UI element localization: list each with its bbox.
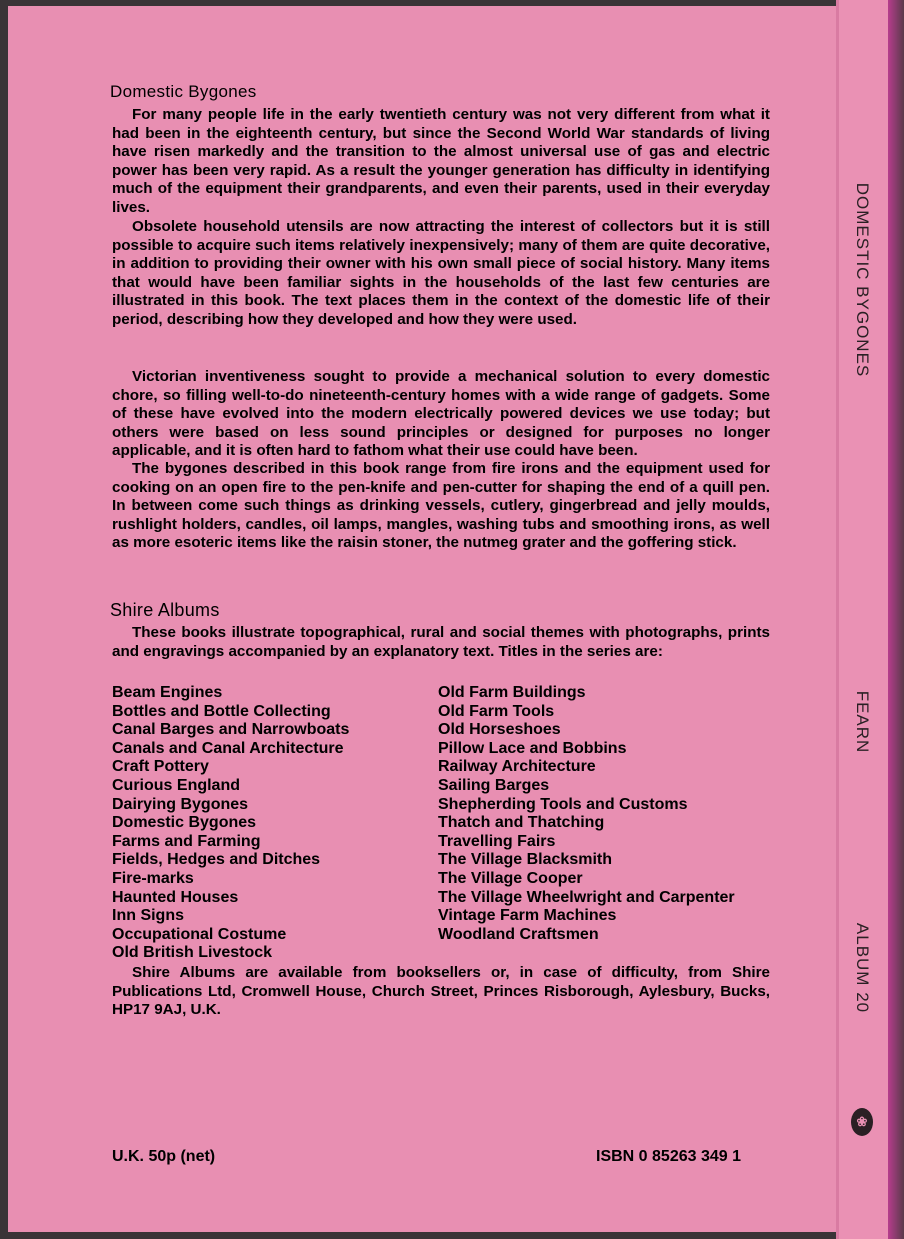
series-title-item: Old Horseshoes [438, 721, 561, 739]
spine-author: FEARN [853, 690, 872, 754]
series-title-item: Pillow Lace and Bobbins [438, 739, 627, 757]
series-title-item: Occupational Costume [112, 925, 287, 943]
series-title-item: Fire-marks [112, 869, 194, 887]
series-title-item: Canal Barges and Narrowboats [112, 721, 350, 739]
spine-title: DOMESTIC BYGONES [853, 182, 872, 378]
series-title-item: Woodland Craftsmen [438, 925, 599, 943]
shire-logo-icon: ❀ [851, 1108, 873, 1136]
series-title-item: Railway Architecture [438, 758, 596, 776]
series-title-item: Farms and Farming [112, 832, 261, 850]
series-title-item: Craft Pottery [112, 758, 209, 776]
description-paragraph-1: For many people life in the early twentieth century was not very different from what it had been in the eighteenth century, but since the Second World War standards of living have risen markedly and the transition to the almost universal use of gas and electric power has been very rapid. As a result the younger generation has difficulty in identifying much of the equipment their grandparents, and even their parents, used in their everyday lives. [112, 106, 770, 216]
series-title-item: The Village Blacksmith [438, 851, 612, 869]
series-title-item: The Village Wheelwright and Carpenter [438, 888, 735, 906]
series-title-item: Curious England [112, 776, 240, 794]
book-title: Domestic Bygones [110, 82, 257, 101]
series-title-item: Old Farm Tools [438, 702, 555, 720]
description-paragraph-2: Obsolete household utensils are now attracting the interest of collectors but it is still possible to acquire such items relatively inexpensively; many of them are quite decorative, in addition to providing their owner with his own small piece of social history. Many items that would have been familiar sights in the households of the last few centuries are illustrated in this book. The text places them in the context of the domestic life of their period, describing how they developed and how they were used. [112, 218, 770, 328]
series-title-item: Haunted Houses [112, 888, 239, 906]
series-title-item: Old Farm Buildings [438, 684, 586, 701]
series-titles-left [112, 684, 349, 963]
series-title-item: The Village Cooper [438, 869, 583, 887]
series-title-item: Domestic Bygones [112, 814, 257, 832]
series-title-item: Shepherding Tools and Customs [438, 795, 688, 813]
series-title-item: Fields, Hedges and Ditches [112, 851, 321, 869]
series-title-item: Beam Engines [112, 684, 223, 701]
series-title-item: Old British Livestock [112, 944, 273, 962]
series-title-item: Canals and Canal Architecture [112, 739, 344, 757]
series-title-item: Inn Signs [112, 907, 184, 925]
series-title-item: Bottles and Bottle Collecting [112, 702, 331, 720]
series-title-item: Vintage Farm Machines [438, 907, 617, 925]
spine-album-number: ALBUM 20 [853, 922, 872, 1014]
series-intro: These books illustrate topographical, rural and social themes with photographs, prints and engravings accompanied by an explanatory text. Titles in the series are: [112, 624, 770, 660]
description-paragraph-4: The bygones described in this book range from fire irons and the equipment used for cooking on an open fire to the pen-knife and pen-cutter for shaping the end of a quill pen. In between come such things as drinking vessels, cutlery, gingerbread and jelly moulds, rushlight holders, candles, oil lamps, mangles, washing tubs and smoothing irons, as well as more esoteric items like the raisin stoner, the nutmeg grater and the goffering stick. [112, 460, 770, 551]
series-title-item: Travelling Fairs [438, 832, 556, 850]
isbn-label: ISBN 0 85263 349 1 [596, 1148, 741, 1165]
series-title: Shire Albums [110, 600, 220, 620]
description-paragraph-3: Victorian inventiveness sought to provide a mechanical solution to every domestic chore, so filling well-to-do nineteenth-century homes with a wide range of gadgets. Some of these have evolved into the modern electrically powered devices we use today; but others were based on less sound principles or designed for purposes no longer applicable, and it is often hard to fathom what their use could have been. [112, 368, 770, 459]
series-title-item: Sailing Barges [438, 776, 550, 794]
series-title-item: Thatch and Thatching [438, 814, 605, 832]
spine-edge [888, 0, 904, 1239]
series-title-item: Dairying Bygones [112, 795, 249, 813]
series-titles-right [438, 684, 735, 944]
price-label: U.K. 50p (net) [112, 1148, 216, 1165]
availability-note: Shire Albums are available from booksellers or, in case of difficulty, from Shire Publications Ltd, Cromwell House, Church Street, Princes Risborough, Aylesbury, Bucks, HP17 9AJ, U.K. [112, 964, 770, 1018]
